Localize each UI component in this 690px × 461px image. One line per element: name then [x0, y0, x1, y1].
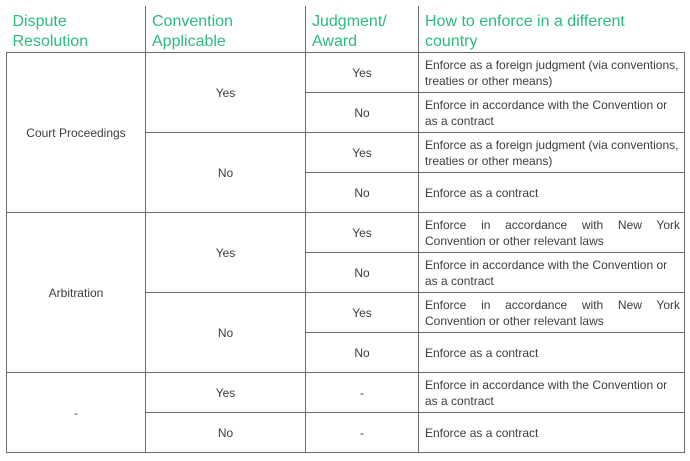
judgment-cell: Yes: [306, 213, 419, 253]
convention-cell: Yes: [146, 53, 306, 133]
convention-cell: No: [146, 133, 306, 213]
judgment-cell: -: [306, 413, 419, 453]
judgment-cell: No: [306, 173, 419, 213]
judgment-cell: No: [306, 93, 419, 133]
judgment-cell: No: [306, 253, 419, 293]
header-judgment-award: Judgment/ Award: [306, 6, 419, 53]
dispute-court-proceedings: Court Proceedings: [7, 53, 146, 213]
header-dispute-resolution: Dispute Resolution: [7, 6, 146, 53]
convention-cell: No: [146, 293, 306, 373]
judgment-cell: Yes: [306, 53, 419, 93]
judgment-cell: -: [306, 373, 419, 413]
enforcement-table: [6, 6, 685, 453]
enforce-cell: Enforce as a foreign judgment (via conventions, treaties or other means): [419, 133, 685, 173]
enforce-cell: Enforce as a foreign judgment (via conventions, treaties or other means): [419, 53, 685, 93]
header-convention-applicable: Convention Applicable: [146, 6, 306, 53]
header-enforcement-method: How to enforce in a different country: [419, 6, 685, 53]
table-row: [7, 213, 685, 253]
enforce-cell: Enforce as a contract: [419, 413, 685, 453]
dispute-arbitration: Arbitration: [7, 213, 146, 373]
enforce-cell: Enforce as a contract: [419, 173, 685, 213]
table-row: [7, 53, 685, 93]
enforce-cell: Enforce in accordance with the Convention or as a contract: [419, 253, 685, 293]
dispute-none: -: [7, 373, 146, 453]
enforce-cell: Enforce in accordance with New York Convention or other relevant laws: [419, 293, 685, 333]
judgment-cell: Yes: [306, 133, 419, 173]
convention-cell: Yes: [146, 213, 306, 293]
header-row: [7, 6, 685, 53]
judgment-cell: No: [306, 333, 419, 373]
convention-cell: Yes: [146, 373, 306, 413]
enforce-cell: Enforce in accordance with the Convention or as a contract: [419, 93, 685, 133]
enforce-cell: Enforce in accordance with New York Convention or other relevant laws: [419, 213, 685, 253]
convention-cell: No: [146, 413, 306, 453]
table-row: [7, 373, 685, 413]
enforce-cell: Enforce in accordance with the Convention or as a contract: [419, 373, 685, 413]
judgment-cell: Yes: [306, 293, 419, 333]
enforce-cell: Enforce as a contract: [419, 333, 685, 373]
